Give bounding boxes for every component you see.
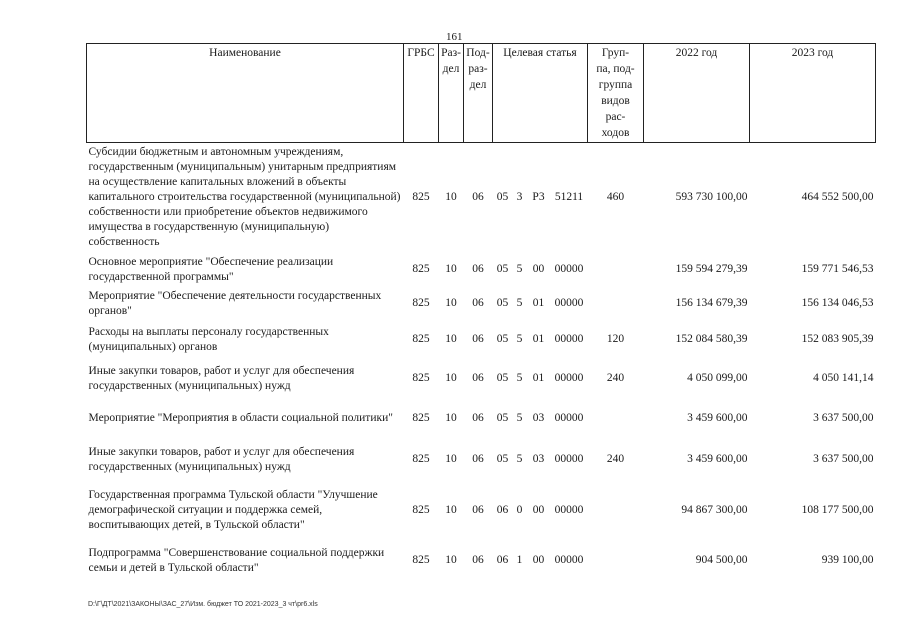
row-target-2: 5 bbox=[516, 372, 523, 384]
row-target-1: 05 bbox=[496, 297, 509, 309]
row-target-3: 00 bbox=[532, 554, 545, 566]
row-target-3: 01 bbox=[532, 297, 545, 309]
row-grbs: 825 bbox=[412, 372, 430, 384]
row-2023: 3 637 500,00 bbox=[813, 453, 874, 465]
row-podrazdel: 06 bbox=[472, 372, 484, 384]
row-razdel: 10 bbox=[445, 412, 457, 424]
row-razdel: 10 bbox=[445, 191, 457, 204]
row-target-4: 00000 bbox=[554, 263, 584, 275]
row-target-4: 00000 bbox=[554, 453, 584, 465]
row-name: Мероприятие "Мероприятия в области социальной политики" bbox=[88, 412, 393, 424]
row-name: Основное мероприятие "Обеспечение реализации государственной программы" bbox=[88, 255, 334, 283]
row-name: Иные закупки товаров, работ и услуг для обеспечения государственных (муниципальных) нужд bbox=[88, 364, 355, 392]
table-row bbox=[87, 399, 876, 439]
table-row bbox=[87, 253, 876, 287]
table-row bbox=[87, 481, 876, 541]
row-2023: 464 552 500,00 bbox=[801, 191, 874, 204]
row-podrazdel: 06 bbox=[472, 191, 484, 204]
row-grbs: 825 bbox=[412, 191, 430, 204]
row-podrazdel: 06 bbox=[472, 263, 484, 275]
table-row bbox=[87, 287, 876, 321]
row-target-3: 03 bbox=[532, 453, 545, 465]
row-target-3: Р3 bbox=[532, 191, 545, 204]
row-target-3: 00 bbox=[532, 504, 545, 516]
row-razdel: 10 bbox=[445, 297, 457, 309]
row-target-4: 00000 bbox=[554, 504, 584, 516]
header-2023: 2023 год bbox=[750, 44, 876, 143]
row-target-3: 00 bbox=[532, 263, 545, 275]
row-target-1: 05 bbox=[496, 333, 509, 345]
row-name: Расходы на выплаты персоналу государственных (муниципальных) органов bbox=[88, 325, 329, 353]
row-2022: 593 730 100,00 bbox=[675, 191, 748, 204]
table-row bbox=[87, 541, 876, 581]
row-target-2: 5 bbox=[516, 263, 523, 275]
row-target-3: 03 bbox=[532, 412, 545, 424]
table-header-row bbox=[87, 44, 876, 143]
row-2022: 3 459 600,00 bbox=[687, 453, 748, 465]
row-group: 240 bbox=[606, 372, 625, 384]
row-group: 460 bbox=[606, 191, 625, 204]
row-target-1: 06 bbox=[496, 504, 509, 516]
row-2022: 159 594 279,39 bbox=[675, 263, 748, 275]
row-target-2: 1 bbox=[516, 554, 523, 566]
row-name: Субсидии бюджетным и автономным учреждениям, государственным (муниципальным) унитарным предприятиям на осуществление капитальных вложений в объекты капитального строительства государственной (муниципальной) собственности или приобретение объектов недвижимого имущества в государственную (муниципальную) собственность bbox=[88, 146, 401, 249]
row-name: Иные закупки товаров, работ и услуг для обеспечения государственных (муниципальных) нужд bbox=[88, 445, 355, 473]
header-podrazdel: Под- раз- дел bbox=[464, 44, 493, 143]
row-target-4: 00000 bbox=[554, 372, 584, 384]
row-grbs: 825 bbox=[412, 412, 430, 424]
row-target-2: 5 bbox=[516, 453, 523, 465]
row-podrazdel: 06 bbox=[472, 453, 484, 465]
row-target-1: 05 bbox=[496, 412, 509, 424]
row-target-4: 00000 bbox=[554, 412, 584, 424]
row-group bbox=[588, 253, 644, 287]
row-2023: 3 637 500,00 bbox=[813, 412, 874, 424]
row-target-3: 01 bbox=[532, 372, 545, 384]
table-row bbox=[87, 359, 876, 399]
row-grbs: 825 bbox=[412, 453, 430, 465]
row-2023: 159 771 546,53 bbox=[801, 263, 874, 275]
row-group: 240 bbox=[606, 453, 625, 465]
table-row bbox=[87, 143, 876, 253]
row-2023: 152 083 905,39 bbox=[801, 333, 874, 345]
row-podrazdel: 06 bbox=[472, 504, 484, 516]
row-target-1: 05 bbox=[496, 263, 509, 275]
header-2022: 2022 год bbox=[644, 44, 750, 143]
row-target-2: 5 bbox=[516, 412, 523, 424]
row-target-2: 5 bbox=[516, 297, 523, 309]
page-number: 161 bbox=[446, 31, 463, 43]
row-2022: 152 084 580,39 bbox=[675, 333, 748, 345]
row-target-1: 05 bbox=[496, 453, 509, 465]
row-target-2: 3 bbox=[516, 191, 523, 204]
header-group: Груп- па, под- группа видов рас- ходов bbox=[588, 44, 644, 143]
row-group: 120 bbox=[606, 333, 625, 345]
budget-table bbox=[86, 43, 876, 581]
row-target-1: 06 bbox=[496, 554, 509, 566]
row-target-1: 05 bbox=[496, 191, 509, 204]
row-2023: 156 134 046,53 bbox=[801, 297, 874, 309]
row-target-4: 51211 bbox=[554, 191, 584, 204]
row-razdel: 10 bbox=[445, 554, 457, 566]
row-grbs: 825 bbox=[412, 333, 430, 345]
row-razdel: 10 bbox=[445, 372, 457, 384]
table-row bbox=[87, 321, 876, 359]
row-razdel: 10 bbox=[445, 504, 457, 516]
header-razdel: Раз- дел bbox=[439, 44, 464, 143]
table-row bbox=[87, 439, 876, 481]
row-podrazdel: 06 bbox=[472, 554, 484, 566]
row-name: Государственная программа Тульской области "Улучшение демографической ситуации и поддержка семей, воспитывающих детей, в Тульской области" bbox=[88, 489, 378, 531]
row-grbs: 825 bbox=[412, 554, 430, 566]
row-name: Подпрограмма "Совершенствование социальной поддержки семьи и детей в Тульской области" bbox=[88, 546, 385, 574]
row-target-2: 5 bbox=[516, 333, 523, 345]
row-podrazdel: 06 bbox=[472, 412, 484, 424]
row-grbs: 825 bbox=[412, 504, 430, 516]
row-2023: 939 100,00 bbox=[821, 554, 874, 566]
row-podrazdel: 06 bbox=[472, 333, 484, 345]
row-target-1: 05 bbox=[496, 372, 509, 384]
row-razdel: 10 bbox=[445, 333, 457, 345]
header-target: Целевая статья bbox=[493, 44, 588, 143]
row-target-4: 00000 bbox=[554, 333, 584, 345]
row-razdel: 10 bbox=[445, 453, 457, 465]
row-2023: 108 177 500,00 bbox=[801, 504, 874, 516]
row-2022: 3 459 600,00 bbox=[687, 412, 748, 424]
row-grbs: 825 bbox=[412, 297, 430, 309]
row-target-4: 00000 bbox=[554, 554, 584, 566]
row-target-3: 01 bbox=[532, 333, 545, 345]
row-2022: 94 867 300,00 bbox=[681, 504, 748, 516]
row-razdel: 10 bbox=[445, 263, 457, 275]
row-group bbox=[588, 287, 644, 321]
row-2022: 156 134 679,39 bbox=[675, 297, 748, 309]
row-group bbox=[588, 399, 644, 439]
row-2023: 4 050 141,14 bbox=[813, 372, 874, 384]
row-grbs: 825 bbox=[412, 263, 430, 275]
header-name: Наименование bbox=[87, 44, 404, 143]
row-podrazdel: 06 bbox=[472, 297, 484, 309]
row-group bbox=[588, 481, 644, 541]
row-target-2: 0 bbox=[516, 504, 523, 516]
row-2022: 4 050 099,00 bbox=[687, 372, 748, 384]
row-group bbox=[588, 541, 644, 581]
header-grbs: ГРБС bbox=[404, 44, 439, 143]
row-target-4: 00000 bbox=[554, 297, 584, 309]
row-name: Мероприятие "Обеспечение деятельности государственных органов" bbox=[88, 289, 382, 317]
row-2022: 904 500,00 bbox=[695, 554, 748, 566]
file-path-footer: D:\Г\ДТ\2021\ЗАКОНЫ\ЗАС_27\Изм. бюджет ТО 2021-2023_3 чт\pr6.xls bbox=[88, 601, 318, 608]
